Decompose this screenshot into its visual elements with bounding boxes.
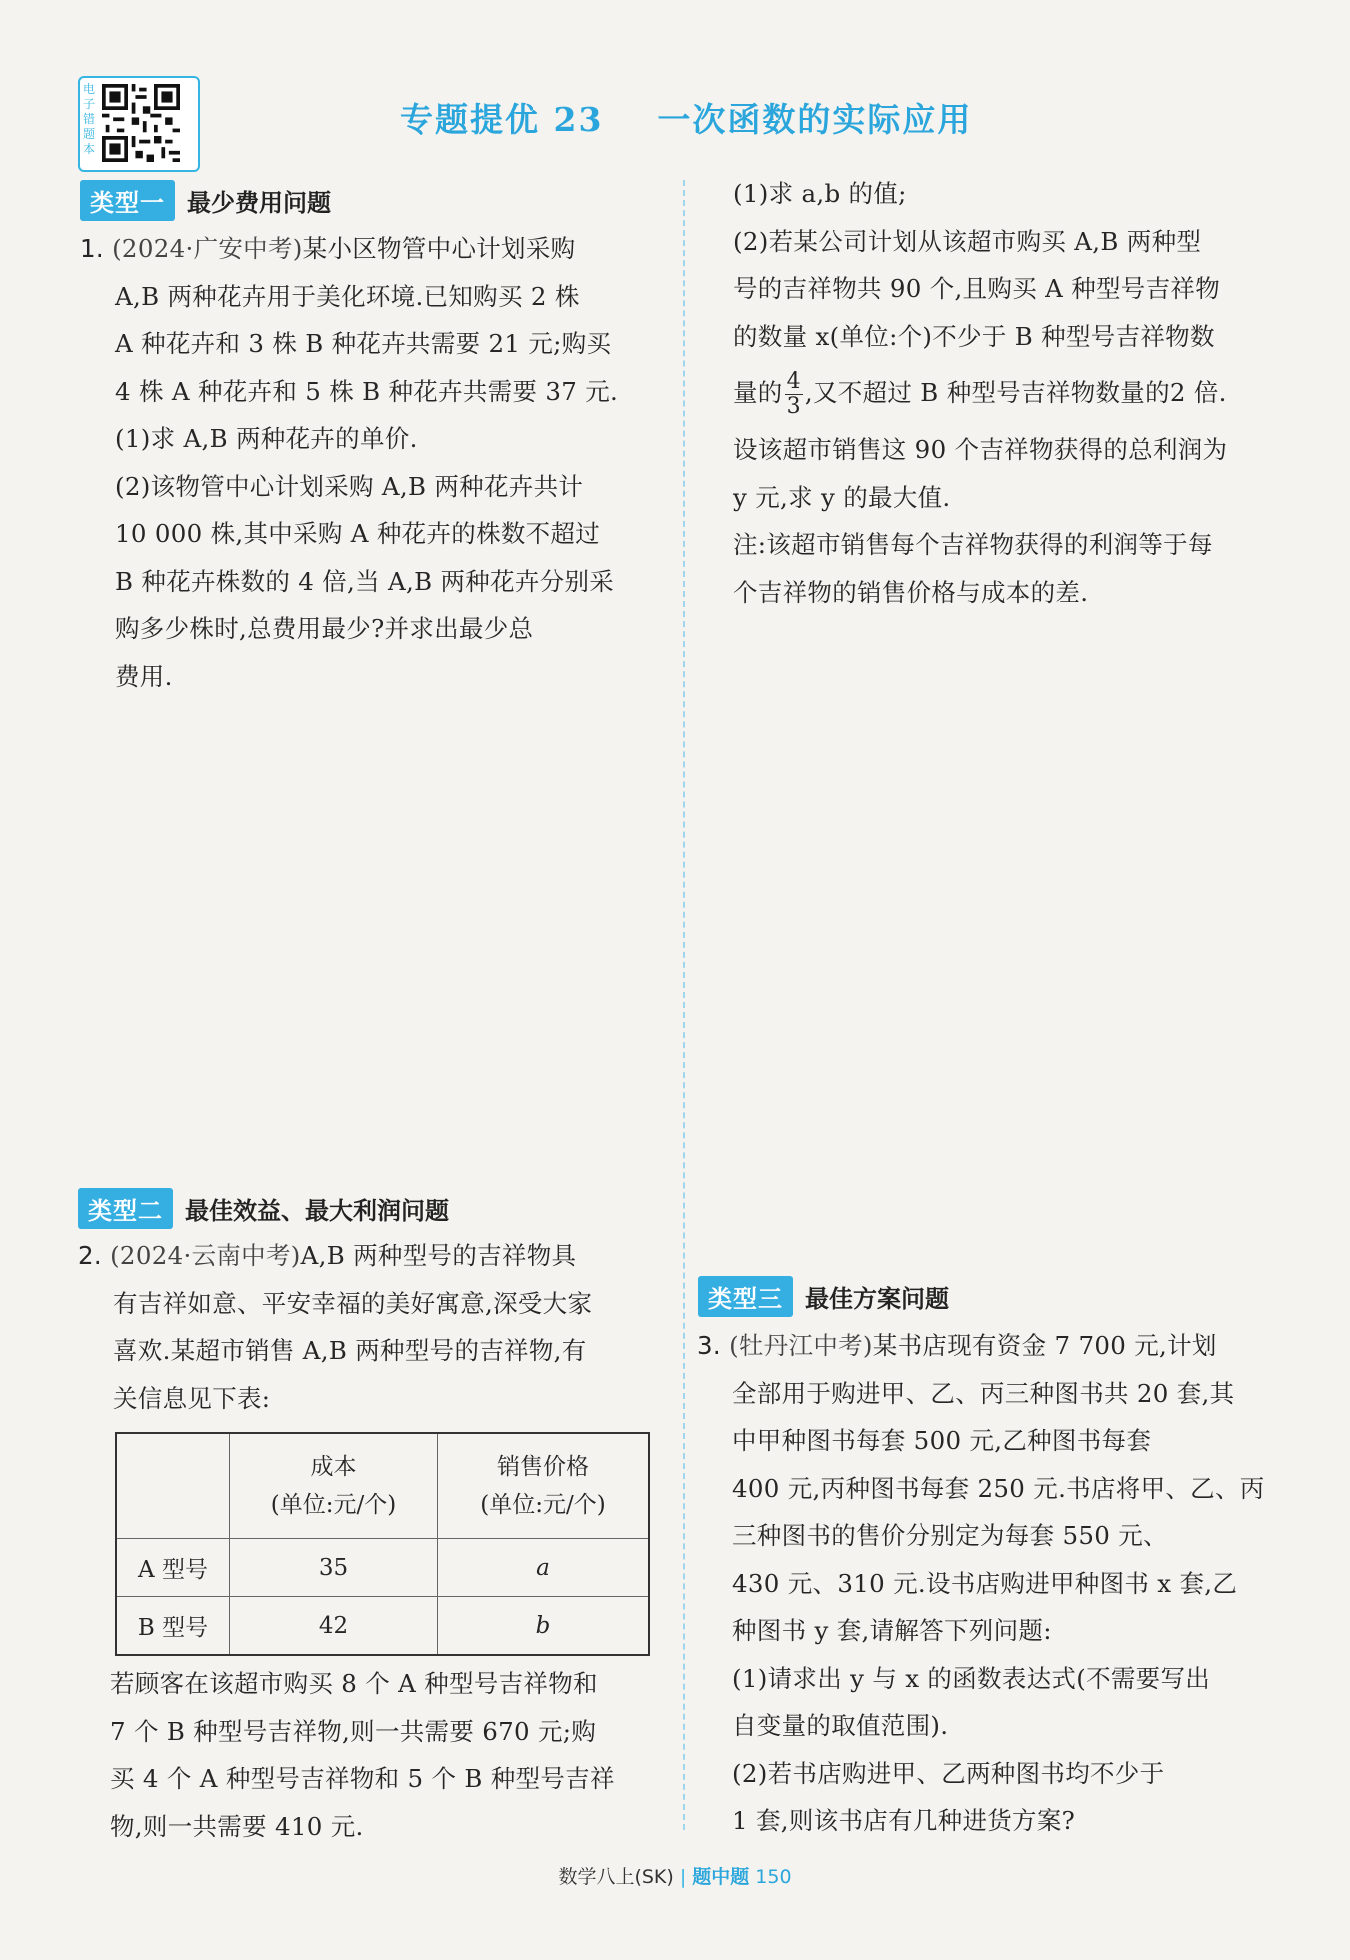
fraction-denominator: 3 — [786, 394, 801, 419]
question-text-line: 中甲种图书每套 500 元,乙种图书每套 — [732, 1426, 1152, 1455]
question-text-line: 个吉祥物的销售价格与成本的差. — [733, 577, 1089, 607]
table-header-cell — [230, 1433, 438, 1539]
question-2-intro — [78, 1232, 678, 1422]
question-text-line: 某小区物管中心计划采购 — [302, 234, 576, 263]
question-2-parts — [733, 170, 1313, 616]
table-header-text: 成本 — [310, 1454, 357, 1480]
question-text-line: 1 套,则该书店有几种进货方案? — [732, 1806, 1076, 1835]
question-text-line: 自变量的取值范围). — [732, 1711, 949, 1740]
question-text-line: (2)若某公司计划从该超市购买 A,B 两种型 — [733, 226, 1202, 256]
section-1-badge: 类型一 — [80, 180, 175, 221]
table-row — [116, 1597, 649, 1656]
question-2-number: 2. — [78, 1241, 102, 1270]
question-3 — [697, 1322, 1317, 1845]
table-cell: 42 — [230, 1597, 438, 1656]
question-text-line: 注:该超市销售每个吉祥物获得的利润等于每 — [733, 530, 1213, 559]
qr-label-char: 题 — [82, 127, 95, 141]
table-cell: 35 — [230, 1539, 438, 1597]
section-3-title: 最佳方案问题 — [805, 1285, 949, 1313]
question-text-line: 购多少株时,总费用最少?并求出最少总 — [115, 614, 534, 643]
question-text-line: 7 个 B 种型号吉祥物,则一共需要 670 元;购 — [110, 1716, 597, 1746]
footer-separator: | — [679, 1866, 687, 1888]
table-cell: B 型号 — [116, 1597, 230, 1656]
qr-label — [81, 82, 97, 157]
question-3-source: (牡丹江中考) — [729, 1331, 873, 1360]
question-text-line: 喜欢.某超市销售 A,B 两种型号的吉祥物,有 — [113, 1336, 587, 1365]
question-text-line: 10 000 株,其中采购 A 种花卉的株数不超过 — [115, 519, 601, 548]
question-text-line: 买 4 个 A 种型号吉祥物和 5 个 B 种型号吉祥 — [110, 1764, 615, 1793]
question-text-line: B 种花卉株数的 4 倍,当 A,B 两种花卉分别采 — [115, 566, 615, 596]
fraction-prefix: 量的 — [733, 378, 783, 407]
table-header-unit: (单位:元/个) — [270, 1492, 397, 1518]
question-text-line: (1)请求出 y 与 x 的函数表达式(不需要写出 — [732, 1663, 1211, 1693]
section-1-title: 最少费用问题 — [187, 189, 331, 217]
question-text-line: 三种图书的售价分别定为每套 550 元、 — [732, 1521, 1168, 1550]
question-text-line: 设该超市销售这 90 个吉祥物获得的总利润为 — [733, 435, 1228, 464]
question-text-line: y 元,求 y 的最大值. — [733, 482, 951, 512]
question-2-source: (2024·云南中考) — [110, 1241, 301, 1270]
question-text-line: (2)若书店购进甲、乙两种图书均不少于 — [732, 1758, 1165, 1788]
table-cell: a — [438, 1539, 650, 1597]
question-text-line: 费用. — [115, 661, 173, 691]
question-fraction-line — [733, 360, 1313, 426]
footer-label: 题中题 — [692, 1866, 750, 1888]
table-cell: b — [438, 1597, 650, 1656]
section-3-badge: 类型三 — [698, 1276, 793, 1317]
qr-label-char: 错 — [82, 112, 95, 126]
section-1-header — [80, 180, 331, 221]
question-text-line: 若顾客在该超市购买 8 个 A 种型号吉祥物和 — [110, 1669, 598, 1698]
column-divider — [683, 180, 685, 1830]
fraction — [785, 370, 803, 419]
footer-book: 数学八上(SK) — [558, 1866, 674, 1888]
question-1 — [80, 225, 670, 700]
page-title: 专题提优 23 一次函数的实际应用 — [400, 100, 973, 139]
table-cell: A 型号 — [116, 1539, 230, 1597]
question-text-line: A 种花卉和 3 株 B 种花卉共需要 21 元;购买 — [115, 329, 612, 358]
table-header-text: 销售价格 — [497, 1454, 589, 1480]
question-1-number: 1. — [80, 234, 104, 263]
qr-label-char: 本 — [82, 142, 95, 156]
table-row — [116, 1539, 649, 1597]
question-text-line: 号的吉祥物共 90 个,且购买 A 种型号吉祥物 — [733, 274, 1221, 303]
fraction-numerator: 4 — [786, 369, 801, 394]
page-footer — [0, 1862, 1350, 1889]
question-text-line: (1)求 A,B 两种花卉的单价. — [115, 424, 418, 453]
table-header-cell — [438, 1433, 650, 1539]
question-text-line: A,B 两种型号的吉祥物具 — [300, 1241, 577, 1270]
question-text-line: 400 元,丙种图书每套 250 元.书店将甲、乙、丙 — [732, 1473, 1265, 1503]
qr-label-char: 子 — [82, 97, 95, 111]
question-text-line: 物,则一共需要 410 元. — [110, 1811, 364, 1841]
question-2-conditions — [110, 1660, 670, 1850]
question-text-line: 430 元、310 元.设书店购进甲种图书 x 套,乙 — [732, 1568, 1238, 1598]
question-text-line: 关信息见下表: — [113, 1383, 271, 1413]
question-3-number: 3. — [697, 1331, 721, 1360]
question-text-line: 种图书 y 套,请解答下列问题: — [732, 1616, 1052, 1645]
question-text-line: A,B 两种花卉用于美化环境.已知购买 2 株 — [115, 281, 580, 311]
section-2-title: 最佳效益、最大利润问题 — [185, 1197, 449, 1225]
qr-code-icon[interactable] — [102, 84, 180, 162]
qr-code-box[interactable] — [78, 76, 200, 172]
question-part-1: (1)求 a,b 的值; — [733, 179, 907, 208]
price-table — [115, 1432, 650, 1656]
question-1-source: (2024·广安中考) — [112, 234, 303, 263]
question-text-line: 某书店现有资金 7 700 元,计划 — [872, 1331, 1217, 1360]
qr-label-char: 电 — [82, 82, 95, 96]
table-header-unit: (单位:元/个) — [480, 1492, 606, 1518]
question-text-line: 的数量 x(单位:个)不少于 B 种型号吉祥物数 — [733, 321, 1215, 351]
section-2-badge: 类型二 — [78, 1188, 173, 1229]
section-3-header — [698, 1276, 949, 1317]
question-text-line: (2)该物管中心计划采购 A,B 两种花卉共计 — [115, 471, 584, 501]
section-2-header — [78, 1188, 449, 1229]
question-text-line: 有吉祥如意、平安幸福的美好寓意,深受大家 — [113, 1288, 593, 1318]
page-number: 150 — [755, 1866, 792, 1888]
question-text-line: 全部用于购进甲、乙、丙三种图书共 20 套,其 — [732, 1378, 1235, 1408]
table-header-cell — [116, 1433, 230, 1539]
fraction-suffix: ,又不超过 B 种型号吉祥物数量的2 倍. — [804, 378, 1227, 407]
table-header-row — [116, 1433, 649, 1539]
question-text-line: 4 株 A 种花卉和 5 株 B 种花卉共需要 37 元. — [115, 376, 619, 406]
